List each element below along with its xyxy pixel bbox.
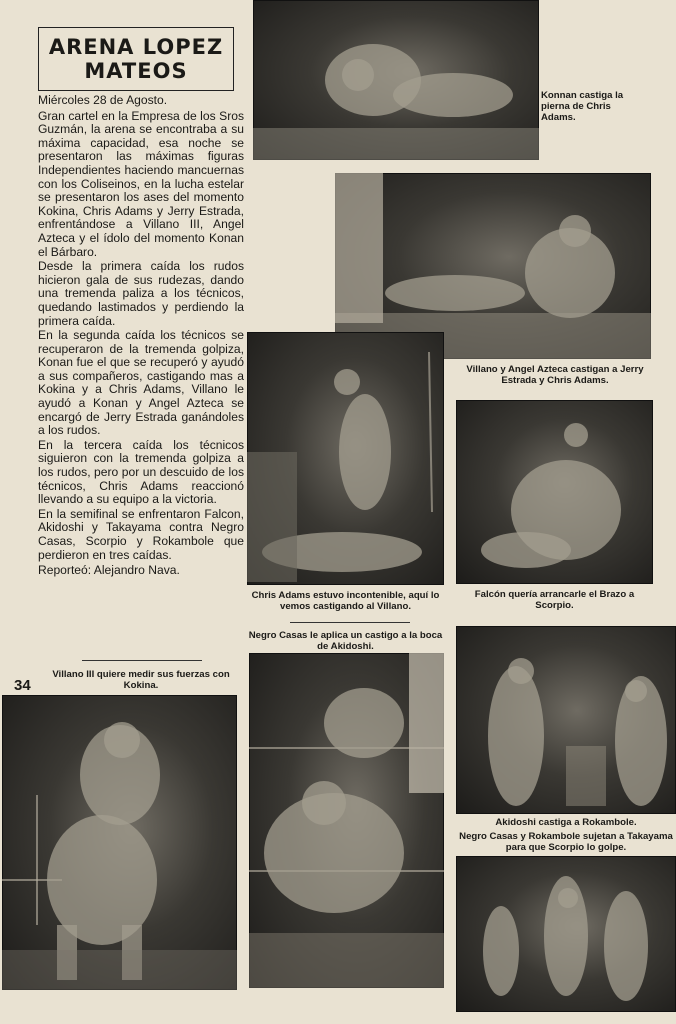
photo-villano-kokina (2, 695, 237, 990)
article-paragraph: En la semifinal se enfrentaron Falcon, Akidoshi y Takayama contra Negro Casas, Scorpio y Rokambole que perdieron en tres caídas. (38, 506, 244, 562)
caption-akidoshi: Akidoshi castiga a Rokambole. (495, 817, 637, 828)
photo-chris-adams (247, 332, 444, 585)
article-paragraph: Desde la primera caída los rudos hicieron gala de sus rudezas, dando una tremenda paliza a los técnicos, quedando lastimados y perdiendo la primera caída. (38, 259, 244, 328)
photo-falcon-scorpio (456, 400, 653, 584)
article-title: ARENA LOPEZ MATEOS (48, 35, 224, 83)
photo-akidoshi-rokambole (456, 626, 676, 814)
caption-konnan: Konnan castiga la pierna de Chris Adams. (541, 90, 624, 123)
photo-konnan-chris-adams (253, 0, 539, 160)
caption-falcon: Falcón quería arrancarle el Brazo a Scorpio. (474, 589, 635, 611)
article-byline: Reporteó: Alejandro Nava. (38, 563, 180, 578)
caption-takayama: Negro Casas y Rokambole sujetan a Takayama para que Scorpio lo golpe. (459, 831, 673, 853)
photo-takayama-scorpio (456, 856, 676, 1012)
caption-chris-adams: Chris Adams estuvo incontenible, aquí lo vemos castigando al Villano. (251, 590, 440, 612)
article-paragraph: En la segunda caída los técnicos se recuperaron de la tremenda golpiza, Konan fue el que se recuperó y ayudó a sus compañeros, castigando mas a Kokina y a Chris Adams, Villano le ayudó a Konan y Angel Azteca se encargó de Jerry Estrada ganándoles a los rudos. (38, 328, 244, 438)
caption-rule (82, 660, 202, 661)
caption-negro-casas-akidoshi: Negro Casas le aplica un castigo a la boca de Akidoshi. (248, 630, 443, 652)
caption-villano-kokina: Villano III quiere medir sus fuerzas con Kokina. (52, 669, 230, 691)
photo-negro-casas-akidoshi (249, 653, 444, 988)
caption-villano-azteca: Villano y Angel Azteca castigan a Jerry Estrada y Chris Adams. (466, 364, 644, 386)
article-title-box (38, 27, 234, 91)
article-paragraph: En la tercera caída los técnicos siguieron con la tremenda golpiza a los rudos, pero por un descuido de los técnicos, Chris Adams reaccionó llevando a su equipo a la victoria. (38, 437, 244, 507)
article-date: Miércoles 28 de Agosto. (38, 93, 168, 107)
article-body (38, 94, 244, 579)
caption-rule (290, 622, 410, 623)
page-number: 34 (14, 677, 31, 694)
article-paragraph: Gran cartel en la Empresa de los Sros Guzmán, la arena se encontraba a su máxima capacidad, esa noche se presentaron las máximas figuras Independientes haciendo mancuernas con los Coliseinos, en la lucha estelar se presentaron los ases del momento Kokina, Chris Adams y Jerry Estrada, enfrentándose a Villano III, Angel Azteca y el ídolo del momento Konan el Bárbaro. (38, 108, 244, 259)
